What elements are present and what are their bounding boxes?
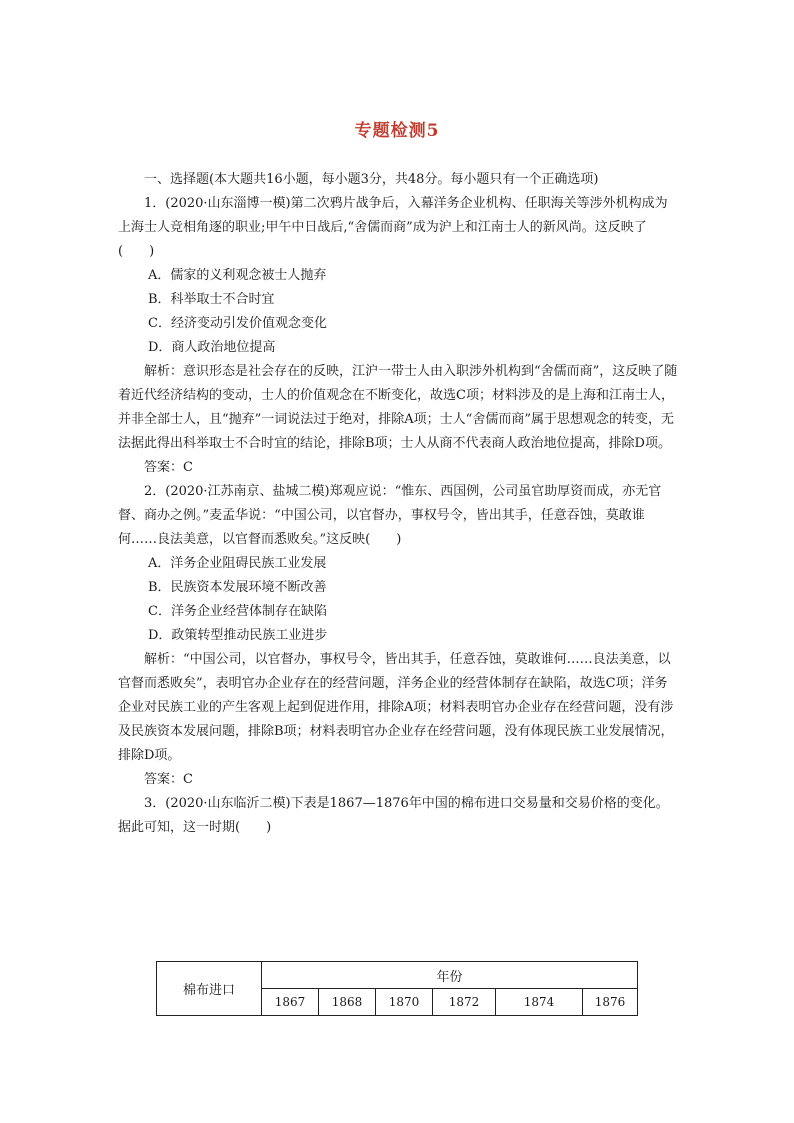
q1-option-c: C．经济变动引发价值观念变化	[148, 316, 327, 331]
table-year-cell: 1868	[319, 989, 376, 1016]
q2-option-a: A．洋务企业阻碍民族工业发展	[148, 556, 327, 571]
q3-stem: 3．(2020·山东临沂二模)下表是1867—1876年中国的棉布进口交易量和交易价格的变化。据此可知，这一时期( )	[118, 796, 669, 835]
table-year-cell: 1874	[496, 989, 583, 1016]
table-row-header: 棉布进口	[157, 962, 262, 1016]
q1-option-d: D．商人政治地位提高	[148, 340, 276, 355]
q3-data-table	[156, 961, 638, 1016]
q2-stem: 2．(2020·江苏南京、盐城二模)郑观应说：“惟东、西国例，公司虽官助厚资而成，亦无官督、商办之例。”麦孟华说：“中国公司，以官督办，事权号令，皆出其手，任意吞蚀，莫敢谁何……良法美意，以官督而悉败矣。”这反映( )	[118, 484, 662, 547]
q2-analysis: 解析：“中国公司，以官督办，事权号令，皆出其手，任意吞蚀，莫敢谁何……良法美意，以官督而悉败矣”，表明官办企业存在的经营问题，洋务企业的经营体制存在缺陷，故选C项；洋务企业对民族工业的产生客观上起到促进作用，排除A项；材料表明官办企业存在经营问题，没有涉及民族资本发展问题，排除B项；材料表明官办企业存在经营问题，没有体现民族工业发展情况，排除D项。	[118, 652, 674, 763]
page-title: 专题检测5	[354, 121, 440, 141]
q2-option-c: C．洋务企业经营体制存在缺陷	[148, 604, 327, 619]
q2-option-d: D．政策转型推动民族工业进步	[148, 628, 328, 643]
q1-option-a: A．儒家的义利观念被士人抛弃	[148, 268, 327, 283]
table-year-cell: 1872	[433, 989, 496, 1016]
q1-answer: 答案：C	[144, 460, 193, 475]
question-content	[118, 168, 678, 840]
table-year-cell: 1870	[376, 989, 433, 1016]
q2-option-b: B．民族资本发展环境不断改善	[148, 580, 327, 595]
q1-option-b: B．科举取士不合时宜	[148, 292, 275, 307]
q1-analysis: 解析：意识形态是社会存在的反映，江沪一带士人由入职涉外机构到“舍儒而商”，这反映了随着近代经济结构的变动，士人的价值观念在不断变化，故选C项；材料涉及的是上海和江南士人，并非全部士人，且“抛弃”一词说法过于绝对，排除A项；士人“舍儒而商”属于思想观念的转变，无法据此得出科举取士不合时宜的结论，排除B项；士人从商不代表商人政治地位提高，排除D项。	[118, 364, 678, 451]
q2-answer: 答案：C	[144, 772, 193, 787]
table-year-cell: 1876	[583, 989, 638, 1016]
table-year-cell: 1867	[262, 989, 319, 1016]
section-header: 一、选择题(本大题共16小题，每小题3分，共48分。每小题只有一个正确选项)	[144, 172, 599, 187]
table-group-header: 年份	[262, 962, 638, 989]
q1-stem: 1．(2020·山东淄博一模)第二次鸦片战争后，入幕洋务企业机构、任职海关等涉外机构成为上海士人竞相角逐的职业;甲午中日战后,“舍儒而商”成为沪上和江南士人的新风尚。这反映了( )	[118, 196, 668, 259]
